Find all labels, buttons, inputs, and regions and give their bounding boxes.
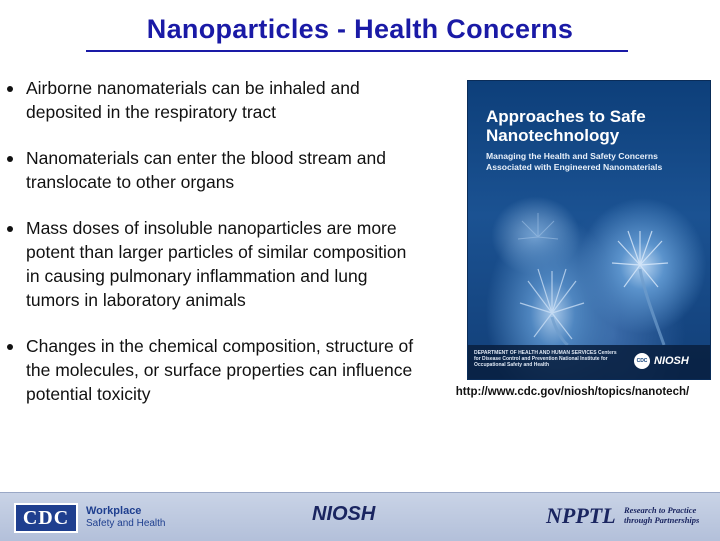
bullet-item [6,216,416,312]
workplace-logo-title: Workplace [86,505,142,517]
bullet-dot-icon [7,156,13,162]
footer-bar [0,492,720,541]
bullet-text: Changes in the chemical composition, structure of the molecules, or surface properties can influence potential toxicity [26,336,414,404]
bullet-item [6,334,416,406]
report-cover-image [467,80,711,380]
title-underline [86,50,628,52]
bullet-text: Mass doses of insoluble nanoparticles are more potent than larger particles of similar composition in causing pulmonary inflammation and lung tumors in laboratory animals [26,218,407,310]
cdc-logo: CDC [14,503,78,533]
source-url-link[interactable]: http://www.cdc.gov/niosh/topics/nanotech/ [455,386,690,398]
cover-subtitle: Managing the Health and Safety Concerns Associated with Engineered Nanomaterials [486,151,663,172]
bullet-text: Nanomaterials can enter the blood stream and translocate to other organs [26,148,386,192]
bullet-dot-icon [7,226,13,232]
npptl-logo: NPPTL [546,503,616,528]
cover-title: Approaches to Safe Nanotechnology [486,107,646,145]
cover-footer [468,345,710,379]
niosh-cover-logo: NIOSH [654,355,689,367]
bullet-item [6,146,416,194]
bullet-dot-icon [7,86,13,92]
slide-title: Nanoparticles - Health Concerns [146,14,574,44]
cdc-seal-icon: CDC [634,353,650,369]
bullet-list [6,76,416,428]
npptl-tagline: Research to Practice through Partnerships [624,505,700,525]
bullet-text: Airborne nanomaterials can be inhaled and deposited in the respiratory tract [26,78,360,122]
bullet-item [6,76,416,124]
cover-footer-text: DEPARTMENT OF HEALTH AND HUMAN SERVICES Centers for Disease Control and Prevention National Institute for Occupational Safety and Health [474,350,617,368]
workplace-logo-subtitle: Safety and Health [86,518,166,529]
niosh-logo: NIOSH [312,503,376,525]
bullet-dot-icon [7,344,13,350]
